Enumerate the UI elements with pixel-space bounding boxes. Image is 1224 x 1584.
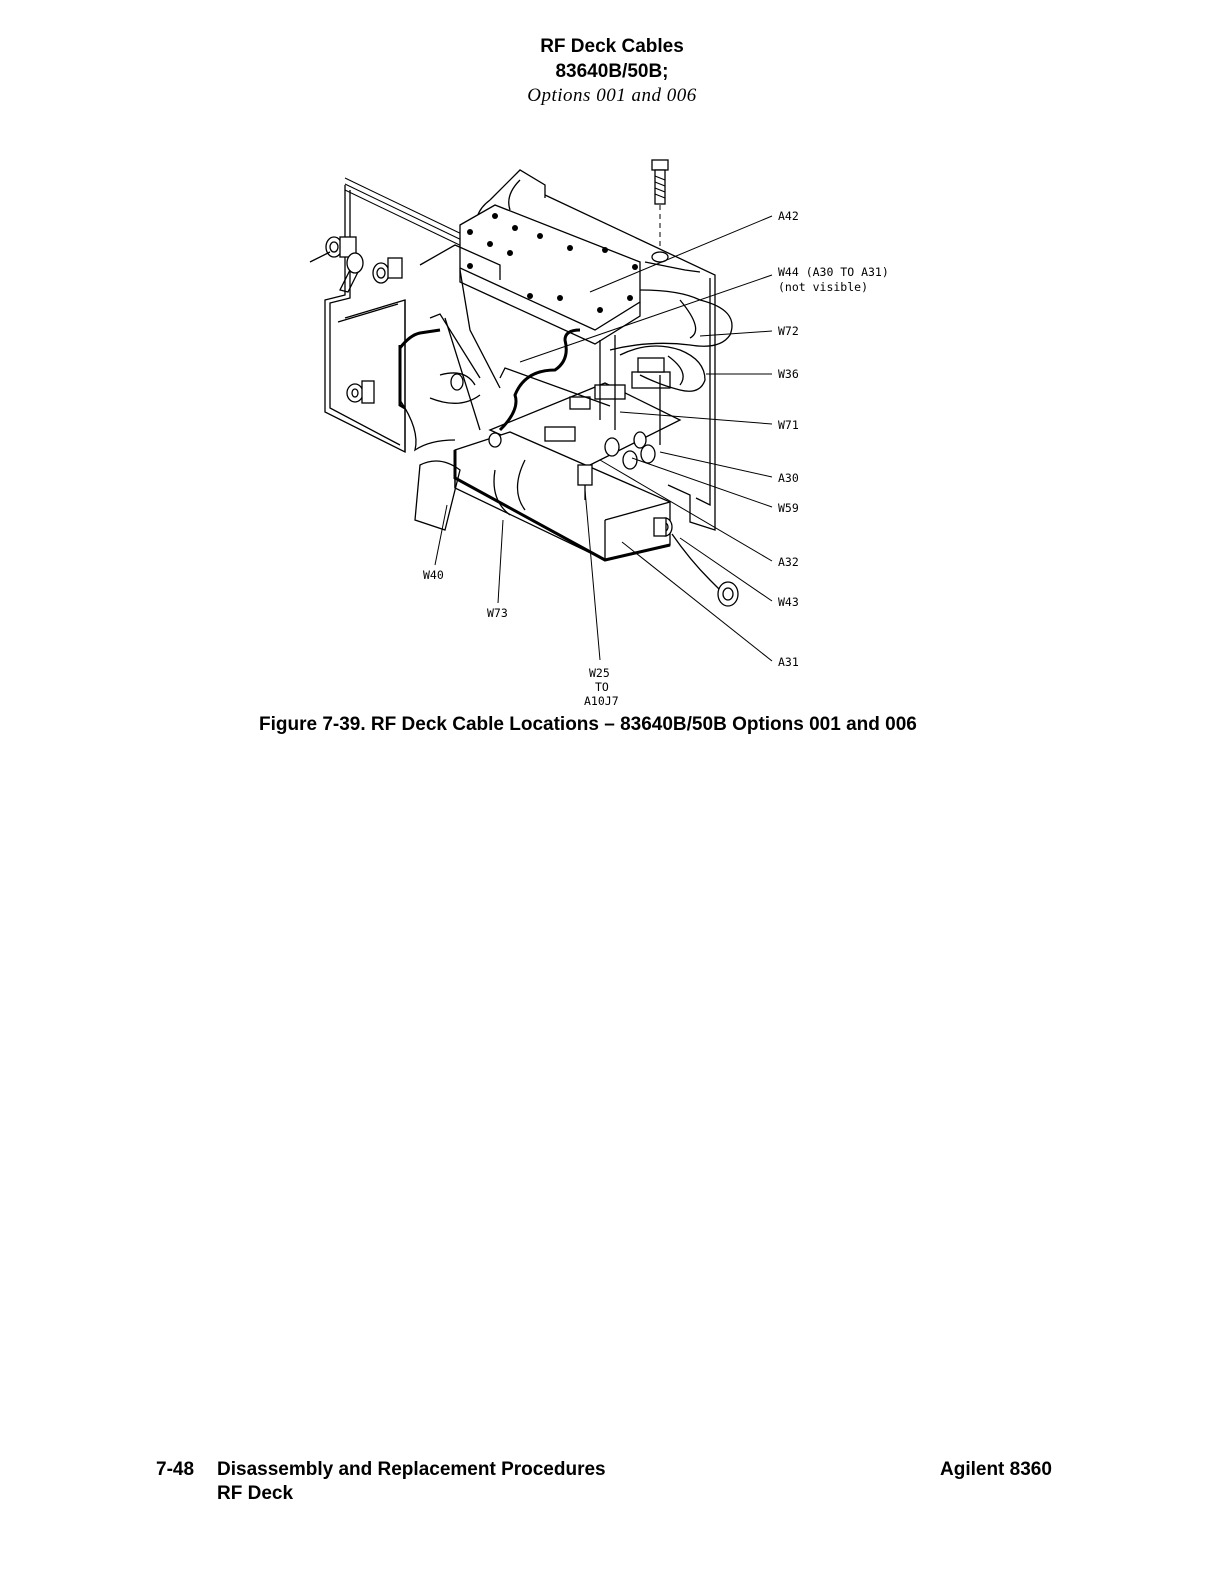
footer-product: Agilent 8360 [940,1459,1052,1480]
a42-module [460,205,640,344]
callout-w59: W59 [778,501,799,515]
callout-w43: W43 [778,595,799,609]
callout-w71: W71 [778,418,799,432]
page-subtitle-options: Options 001 and 006 [527,85,697,106]
callout-w44: W44 (A30 TO A31) [778,265,889,279]
callout-a32: A32 [778,555,799,569]
rear-panel [325,178,470,452]
callout-a30: A30 [778,471,799,485]
callout-w44-note: (not visible) [778,280,869,294]
footer-page-number: 7-48 [156,1459,195,1480]
callout-w25-to: TO [595,680,609,694]
callout-w25: W25 [589,666,610,680]
footer-subsection: RF Deck [217,1483,294,1504]
rear-panel-connectors [310,237,402,403]
callout-w40: W40 [423,568,444,582]
page-subtitle-model: 83640B/50B; [555,61,669,82]
callout-a42: A42 [778,209,799,223]
callout-w72: W72 [778,324,799,338]
callout-w73: W73 [487,606,508,620]
callout-w36: W36 [778,367,799,381]
figure-caption: Figure 7-39. RF Deck Cable Locations – 83640B/50B Options 001 and 006 [259,714,917,735]
rf-deck-cable-diagram [300,150,920,715]
footer-section: Disassembly and Replacement Procedures [217,1459,606,1480]
callout-w25-dest: A10J7 [584,694,619,708]
page-title: RF Deck Cables [540,36,684,57]
callout-a31: A31 [778,655,799,669]
